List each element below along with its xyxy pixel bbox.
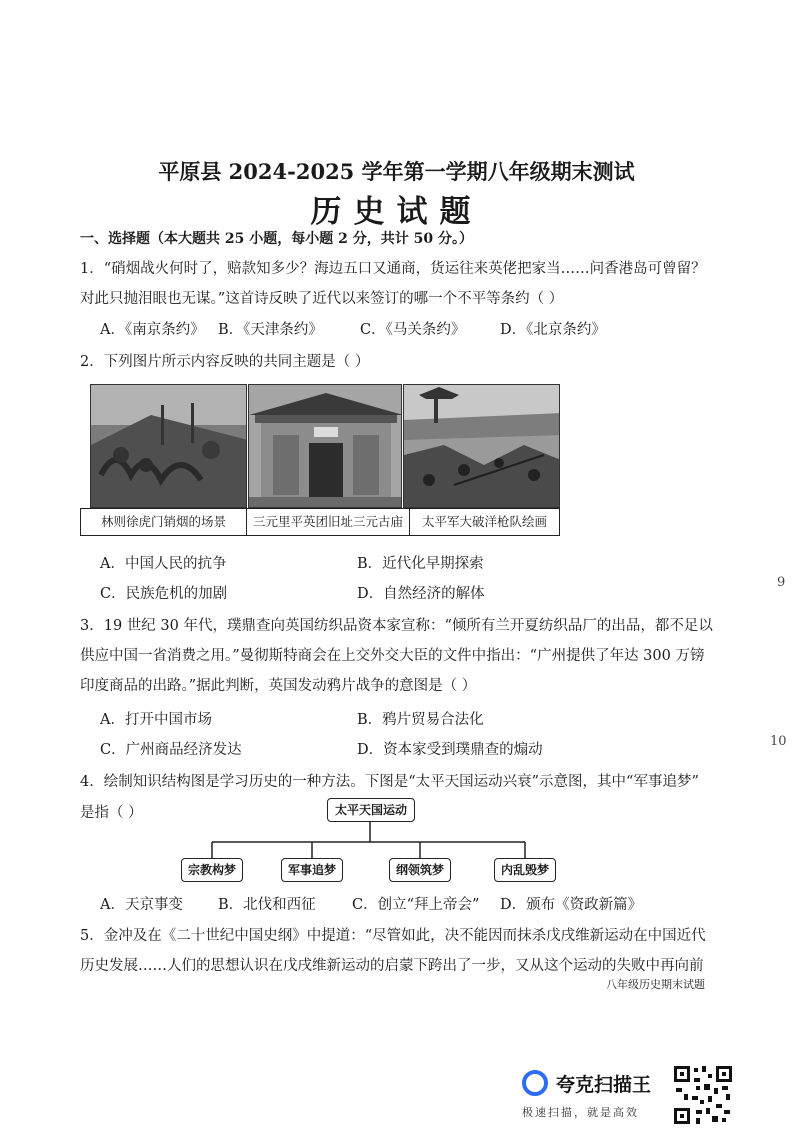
- q3-stem-line1: 3．19 世纪 30 年代，璞鼎查向英国纺织品资本家宣称：“倾所有兰开夏纺织品厂的出品，都不足以: [80, 618, 713, 634]
- photo-taiping-battle: [403, 384, 560, 508]
- q2-option-c: C．民族危机的加剧: [100, 586, 228, 602]
- q4-option-b: B．北伐和西征: [218, 897, 316, 913]
- q5-stem-line2: 历史发展……人们的思想认识在戊戌维新运动的启蒙下跨出了一步，又从这个运动的失败中再向前: [80, 958, 704, 974]
- q1-option-a: A．《南京条约》: [100, 322, 205, 338]
- exam-title: 平原县 2024-2025 学年第一学期八年级期末测试: [158, 159, 635, 184]
- subject-title: 历史试题: [310, 194, 483, 230]
- diagram-node-religion: 宗教构梦: [181, 858, 243, 882]
- q3-stem-line2: 供应中国一省消费之用。”曼彻斯特商会在上交外交大臣的文件中指出：“广州提供了年达 300 万镑: [80, 648, 705, 664]
- q4-stem-line1: 4．绘制知识结构图是学习历史的一种方法。下图是“太平天国运动兴衰”示意图，其中“军事追梦”: [80, 774, 699, 790]
- scanner-logo-icon: [522, 1070, 548, 1096]
- photo-opium-burning: [90, 384, 247, 508]
- diagram-node-military: 军事追梦: [281, 858, 343, 882]
- q1-option-b: B．《天津条约》: [218, 322, 323, 338]
- section-heading: 一、选择题（本大题共 25 小题，每小题 2 分，共计 50 分。）: [80, 231, 473, 247]
- q3-stem-line3: 印度商品的出路。”据此判断，英国发动鸦片战争的意图是（ ）: [80, 678, 477, 694]
- caption-3: 太平军大破洋枪队绘画: [409, 508, 560, 536]
- qr-code-icon: [672, 1064, 734, 1126]
- q4-option-c: C．创立“拜上帝会”: [352, 897, 480, 913]
- q1-option-d: D．《北京条约》: [500, 322, 606, 338]
- edge-mark-2: 10: [770, 734, 787, 749]
- q2-option-a: A．中国人民的抗争: [100, 556, 227, 572]
- q4-stem-line2: 是指（ ）: [80, 805, 143, 821]
- diagram-node-program: 纲领筑梦: [389, 858, 451, 882]
- photo-sanyuan-temple: [248, 384, 402, 508]
- q2-caption-row: [80, 508, 560, 536]
- diagram-root-node: 太平天国运动: [327, 798, 415, 822]
- q5-stem-line1: 5．金冲及在《二十世纪中国史纲》中提道：“尽管如此，决不能因而抹杀戊戌维新运动在中国近代: [80, 928, 706, 944]
- q2-option-d: D．自然经济的解体: [357, 586, 485, 602]
- q1-stem-line2: 对此只抛泪眼也无谋。”这首诗反映了近代以来签订的哪一个不平等条约（ ）: [80, 291, 564, 307]
- q1-stem-line1: 1．“硝烟战火何时了，赔款知多少？海边五口又通商，货运往来英佬把家当……问香港岛可曾留？: [80, 261, 706, 277]
- scanner-slogan: 极速扫描，就是高效: [522, 1106, 639, 1119]
- q2-photo-strip: [90, 384, 560, 508]
- caption-1: 林则徐虎门销烟的场景: [80, 508, 247, 536]
- q3-option-a: A．打开中国市场: [100, 712, 212, 728]
- q3-option-b: B．鸦片贸易合法化: [357, 712, 484, 728]
- q2-stem: 2．下列图片所示内容反映的共同主题是（ ）: [80, 354, 370, 370]
- edge-mark-1: 9: [777, 575, 786, 590]
- q4-option-d: D．颁布《资政新篇》: [500, 897, 643, 913]
- caption-2: 三元里平英团旧址三元古庙: [246, 508, 410, 536]
- q3-option-d: D．资本家受到璞鼎查的煽动: [357, 742, 543, 758]
- scanner-watermark: [520, 1064, 670, 1124]
- q4-option-a: A．天京事变: [100, 897, 183, 913]
- diagram-node-turmoil: 内乱毁梦: [494, 858, 556, 882]
- page-footer-note: 八年级历史期末试题: [606, 978, 705, 991]
- scanner-app-name: 夸克扫描王: [556, 1074, 652, 1096]
- q2-option-b: B．近代化早期探索: [357, 556, 484, 572]
- q1-option-c: C．《马关条约》: [360, 322, 466, 338]
- q3-option-c: C．广州商品经济发达: [100, 742, 242, 758]
